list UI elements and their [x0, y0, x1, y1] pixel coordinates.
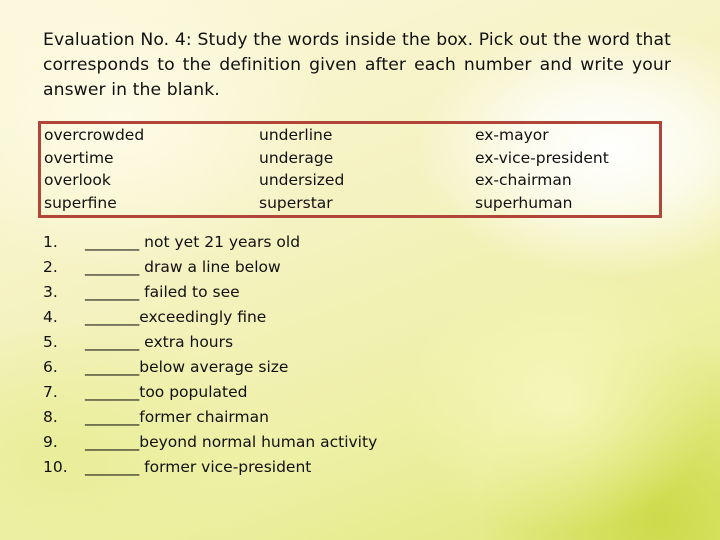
word-box [38, 121, 662, 218]
item-number: 9. [43, 433, 58, 451]
word-column-1 [44, 124, 144, 214]
word-overtime: overtime [44, 148, 114, 167]
item-number: 4. [43, 308, 58, 326]
word-ex-chairman: ex-chairman [475, 171, 572, 189]
item-definition: _______ draw a line below [85, 258, 281, 276]
item-definition: _______beyond normal human activity [85, 433, 378, 451]
item-number: 1. [43, 233, 58, 251]
word-superfine: superfine [44, 193, 117, 212]
word-column-3 [475, 124, 609, 214]
word-underage: underage [259, 148, 334, 167]
item-number: 8. [43, 408, 58, 426]
item-number: 10. [43, 458, 68, 476]
item-definition: _______ extra hours [85, 333, 234, 351]
word-ex-vice-president: ex-vice-president [475, 148, 609, 167]
word-superstar: superstar [259, 193, 333, 212]
item-number: 6. [43, 358, 58, 376]
word-overcrowded: overcrowded [44, 126, 145, 144]
word-column-2 [259, 124, 344, 214]
word-superhuman: superhuman [475, 193, 573, 212]
item-number: 3. [43, 283, 58, 301]
word-overlook: overlook [44, 171, 111, 189]
word-underline: underline [259, 126, 333, 144]
item-definition: _______exceedingly fine [85, 308, 267, 326]
word-ex-mayor: ex-mayor [475, 126, 549, 144]
item-number: 2. [43, 258, 58, 276]
item-definition: _______ failed to see [85, 283, 240, 301]
item-definition: _______ former vice-president [85, 458, 312, 476]
item-definition: _______below average size [85, 358, 289, 376]
item-number: 5. [43, 333, 58, 351]
item-definition: _______former chairman [85, 408, 269, 426]
item-number: 7. [43, 383, 58, 401]
item-definition: _______ not yet 21 years old [85, 233, 301, 251]
item-definition: _______too populated [85, 383, 248, 401]
word-undersized: undersized [259, 171, 345, 189]
instructions-text: Evaluation No. 4: Study the words inside the box. Pick out the word that corresponds to the definition given after each number and write your answer in the blank. [43, 30, 671, 100]
